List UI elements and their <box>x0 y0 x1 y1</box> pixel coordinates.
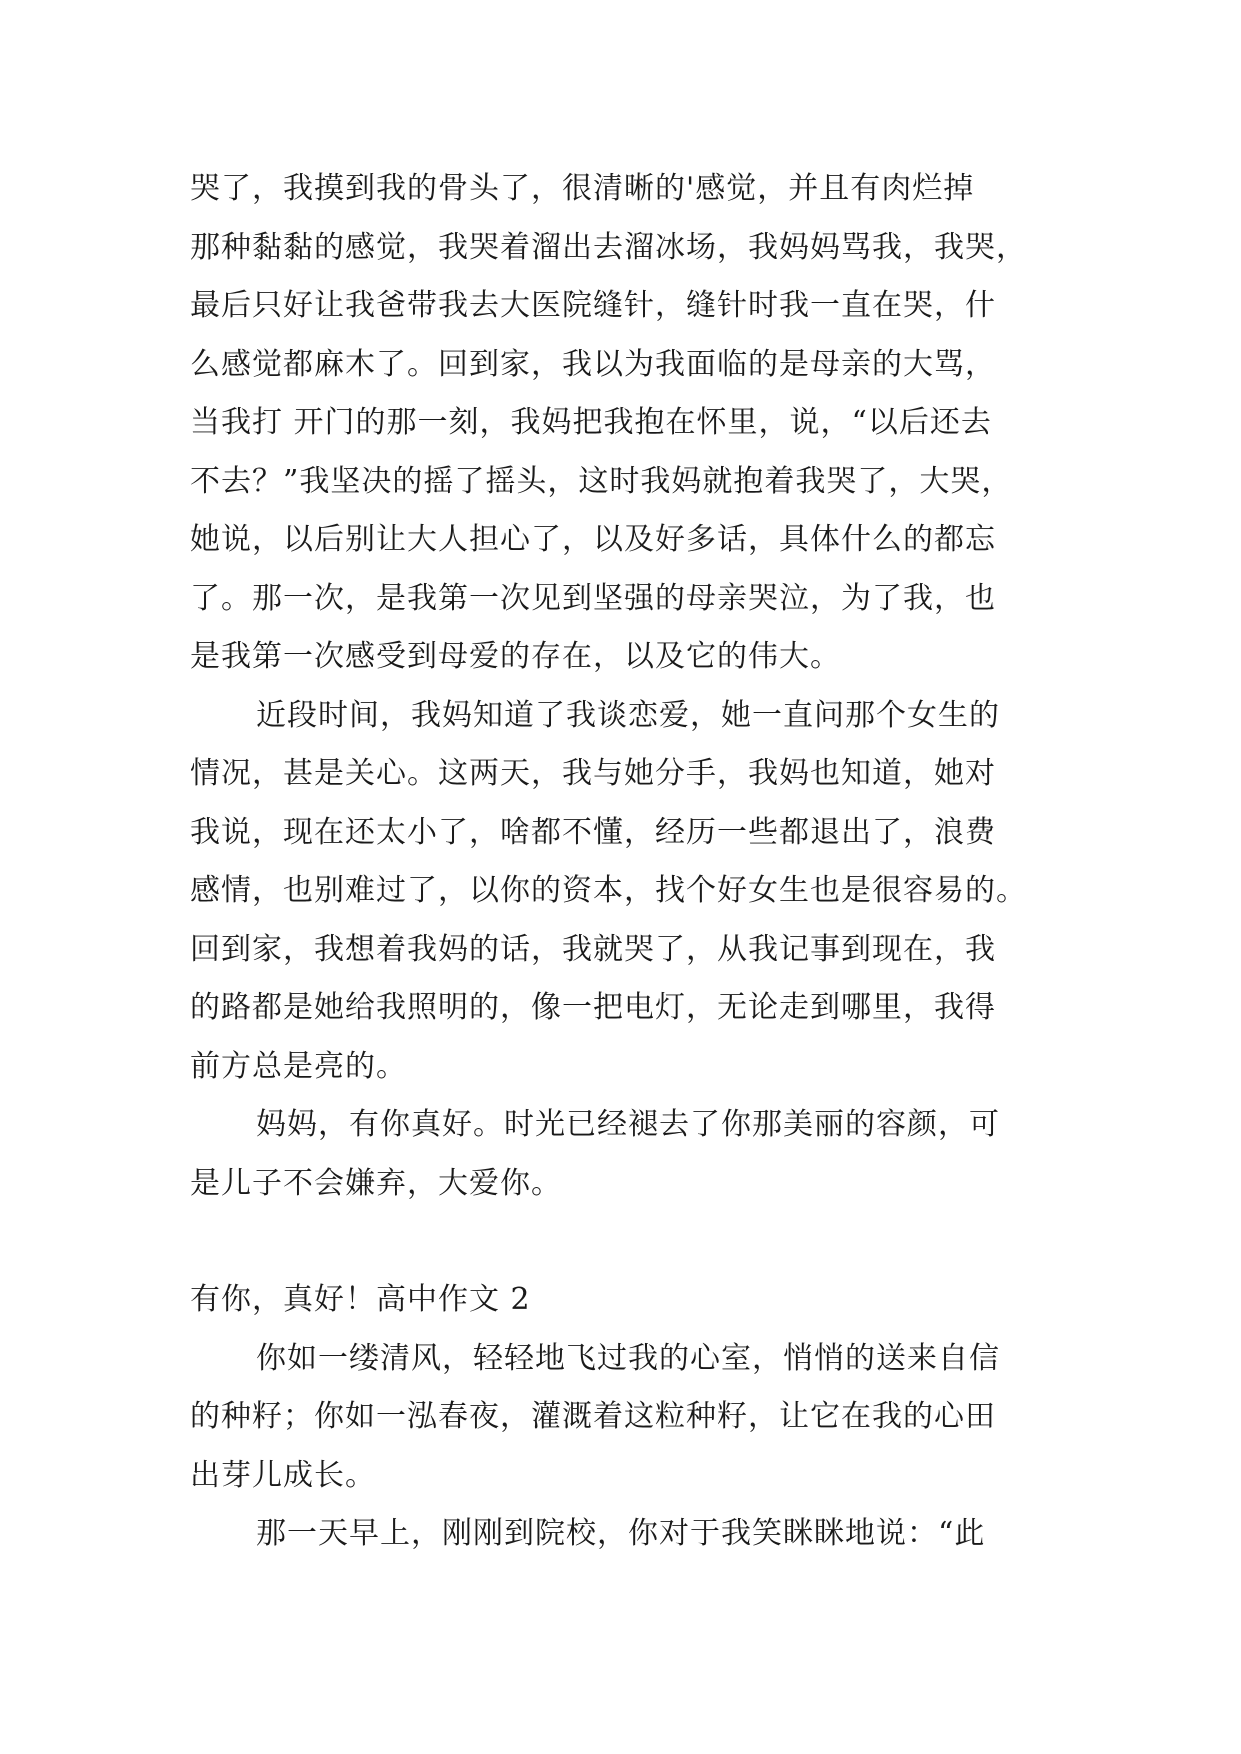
text-line: 回到家，我想着我妈的话，我就哭了，从我记事到现在，我 <box>190 931 996 967</box>
text-line: 当我打 开门的那一刻，我妈把我抱在怀里，说，“以后还去 <box>190 405 992 440</box>
text-line: 哭了，我摸到我的骨头了，很清晰的'感觉，并且有肉烂掉 <box>190 171 975 206</box>
text-line: 是儿子不会嫌弃，大爱你。 <box>190 1165 562 1201</box>
text-line: 你如一缕清风，轻轻地飞过我的心室，悄悄的送来自信 <box>256 1340 1000 1376</box>
document-page <box>190 160 1060 1564</box>
text-line: 么感觉都麻木了。回到家，我以为我面临的是母亲的大骂， <box>190 346 996 382</box>
paragraph <box>190 1505 1060 1564</box>
text-line: 那一天早上，刚刚到院校，你对于我笑眯眯地说：“此 <box>256 1516 986 1551</box>
text-line: 了。那一次，是我第一次见到坚强的母亲哭泣，为了我，也 <box>190 580 996 616</box>
text-line: 出芽儿成长。 <box>190 1457 376 1493</box>
text-line: 妈妈，有你真好。时光已经褪去了你那美丽的容颜，可 <box>256 1107 1000 1142</box>
section-heading: 有你，真好！高中作文 2 <box>190 1282 531 1317</box>
text-line: 那种黏黏的感觉，我哭着溜出去溜冰场，我妈妈骂我，我哭， <box>190 229 1027 265</box>
text-line: 我说，现在还太小了，啥都不懂，经历一些都退出了，浪费 <box>190 814 996 850</box>
paragraph <box>190 1096 1060 1213</box>
text-line: 的种籽；你如一泓春夜，灌溉着这粒种籽，让它在我的心田 <box>190 1399 996 1434</box>
text-line: 的路都是她给我照明的，像一把电灯，无论走到哪里，我得 <box>190 990 996 1025</box>
text-line: 情况，甚是关心。这两天，我与她分手，我妈也知道，她对 <box>190 756 996 791</box>
text-line: 最后只好让我爸带我去大医院缝针，缝针时我一直在哭，什 <box>190 288 996 323</box>
text-line: 是我第一次感受到母爱的存在，以及它的伟大。 <box>190 639 841 674</box>
paragraph <box>190 1330 1060 1506</box>
paragraph <box>190 687 1060 1097</box>
text-line: 近段时间，我妈知道了我谈恋爱，她一直问那个女生的 <box>256 697 1000 733</box>
text-line: 不去？”我坚决的摇了摇头，这时我妈就抱着我哭了，大哭， <box>190 463 1013 499</box>
paragraph-continued <box>190 160 1060 687</box>
text-line: 她说，以后别让大人担心了，以及好多话，具体什么的都忘 <box>190 522 996 557</box>
text-line: 前方总是亮的。 <box>190 1048 407 1084</box>
spacer <box>190 1213 1060 1271</box>
text-line: 感情，也别难过了，以你的资本，找个好女生也是很容易的。 <box>190 873 1027 908</box>
